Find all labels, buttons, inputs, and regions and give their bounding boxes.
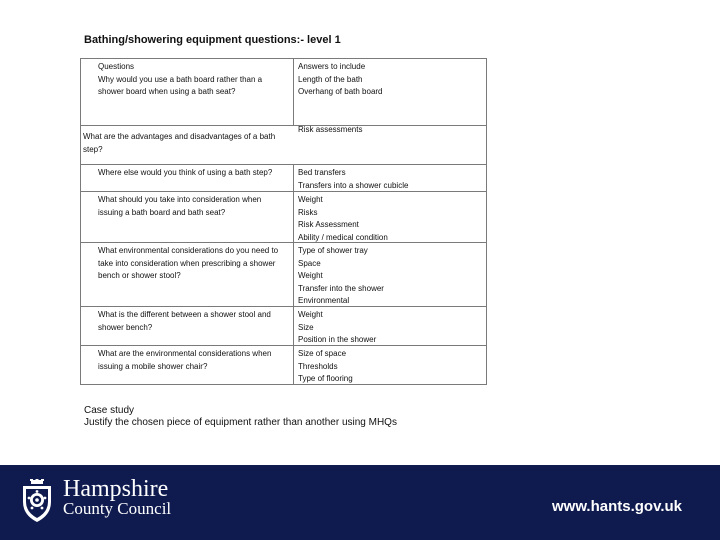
answer-cell: [294, 59, 486, 134]
answer-cell: [294, 165, 486, 191]
line: Transfer into the shower: [298, 283, 384, 293]
table-full-row: [81, 125, 486, 164]
line: Answers to include: [298, 62, 366, 71]
line: Size of space: [298, 349, 347, 358]
line: Bed transfers: [298, 168, 346, 177]
line: issuing a mobile shower chair?: [98, 361, 208, 371]
website-link[interactable]: www.hants.gov.uk: [551, 498, 682, 515]
line: Length of the bath: [298, 74, 363, 84]
question-cell: [81, 192, 294, 242]
line: Transfers into a shower cubicle: [298, 180, 409, 190]
line: Thresholds: [298, 361, 338, 371]
line: Weight: [298, 195, 323, 204]
line: bench or shower stool?: [98, 271, 181, 280]
line: Size: [298, 322, 314, 332]
line: Environmental: [298, 296, 350, 305]
line: What are the advantages and disadvantages of a bath: [83, 132, 276, 141]
full-width-cell: [81, 126, 486, 164]
org-name-line2: County Council: [63, 499, 172, 518]
answer-cell: [294, 243, 486, 306]
line: Why would you use a bath board rather than a: [98, 74, 263, 84]
line: take into consideration when prescribing a shower: [98, 258, 276, 268]
question-cell: [81, 307, 294, 345]
line: Questions: [98, 62, 135, 71]
line: Where else would you think of using a bath step?: [98, 168, 273, 177]
line: What environmental considerations do you need to: [98, 246, 279, 255]
questions-table: [80, 58, 487, 385]
table-row: [81, 242, 486, 306]
page-title: Bathing/showering equipment questions:- level 1: [84, 34, 341, 46]
table-header-row: [81, 59, 486, 134]
line: shower board when using a bath seat?: [98, 87, 236, 96]
answer-cell: [294, 192, 486, 242]
answer-cell: [294, 346, 486, 384]
case-study-heading: Case study: [84, 405, 135, 416]
table-row: [81, 345, 486, 384]
line: Weight: [298, 310, 323, 319]
line: Risk assessments: [298, 124, 363, 134]
question-cell: [81, 165, 294, 191]
line: Position in the shower: [298, 335, 377, 344]
line: issuing a bath board and bath seat?: [98, 207, 226, 217]
question-cell: [81, 59, 294, 125]
council-crest-icon: [20, 479, 54, 523]
line: What is the different between a shower stool and: [98, 310, 271, 319]
line: Risk Assessment: [298, 220, 359, 229]
answer-cell: [294, 307, 486, 345]
line: Overhang of bath board: [298, 87, 383, 96]
line: Space: [298, 258, 321, 268]
line: Weight: [298, 271, 323, 280]
line: Risks: [298, 207, 318, 217]
question-cell: [81, 243, 294, 306]
line: step?: [83, 144, 103, 154]
line: What should you take into consideration when: [98, 195, 262, 204]
table-row: [81, 191, 486, 242]
table-row: [81, 306, 486, 345]
line: shower bench?: [98, 322, 153, 332]
case-study: [84, 405, 397, 429]
line: [298, 111, 482, 124]
line: Type of flooring: [298, 374, 353, 383]
question-cell: [81, 346, 294, 384]
line: Type of shower tray: [298, 246, 368, 255]
table-row: [81, 164, 486, 191]
line: Ability / medical condition: [298, 232, 388, 242]
org-name-line1: Hampshire: [63, 476, 169, 502]
case-study-text: Justify the chosen piece of equipment rather than another using MHQs: [84, 417, 397, 428]
footer-bar: [0, 465, 720, 540]
line: [298, 99, 482, 112]
line: What are the environmental considerations when: [98, 349, 272, 358]
